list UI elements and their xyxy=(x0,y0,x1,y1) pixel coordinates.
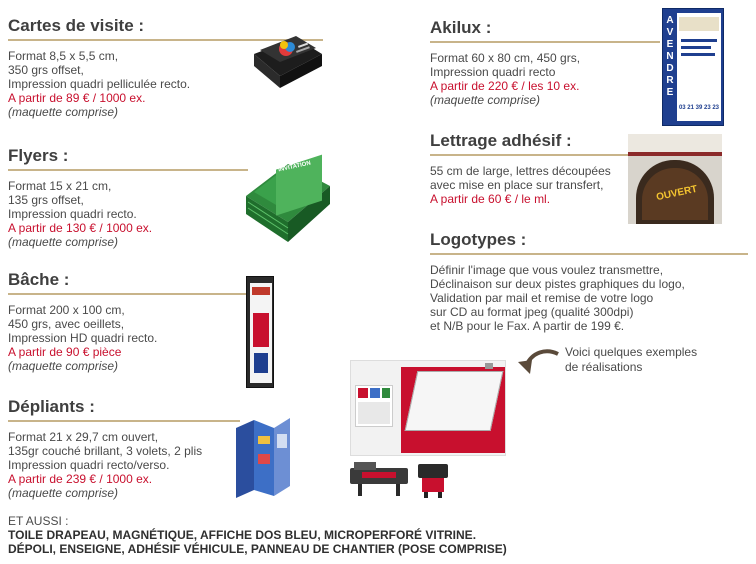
leaflet-image xyxy=(234,414,292,500)
section-lettrage xyxy=(430,131,636,206)
business-cards-image xyxy=(250,32,324,94)
bache-line: Impression HD quadri recto. xyxy=(8,331,158,345)
section-flyers xyxy=(8,146,248,249)
akilux-note: (maquette comprise) xyxy=(430,93,541,107)
cartes-price: A partir de 89 € / 1000 ex. xyxy=(8,91,146,105)
bache-line: Format 200 x 100 cm, xyxy=(8,303,125,317)
flyers-image-text: INVITATION xyxy=(277,160,312,174)
examples-line: Voici quelques exemples xyxy=(565,345,698,359)
shopfront-image xyxy=(628,134,722,224)
extra-label: ET AUSSI : xyxy=(8,514,69,528)
section-logotypes xyxy=(430,230,748,333)
flyers-note: (maquette comprise) xyxy=(8,235,119,249)
akilux-line: Impression quadri recto xyxy=(430,65,556,79)
depliants-line: 135gr couché brillant, 3 volets, 2 plis xyxy=(8,444,203,458)
curved-arrow-icon xyxy=(516,348,560,378)
cartes-line: Impression quadri pelliculée recto. xyxy=(8,77,191,91)
flyers-line: 135 grs offset, xyxy=(8,193,84,207)
bache-price: A partir de 90 € pièce xyxy=(8,345,122,359)
bache-title: Bâche : xyxy=(8,270,248,295)
shopfront-ouvert-text: OUVERT xyxy=(655,183,699,204)
flyers-line: Impression quadri recto. xyxy=(8,207,137,221)
extra-line: DÉPOLI, ENSEIGNE, ADHÉSIF VÉHICULE, PANNEAU DE CHANTIER (POSE COMPRISE) xyxy=(8,542,507,556)
logotypes-line: sur CD au format jpeg (qualité 300dpi) xyxy=(430,305,634,319)
flyers-image xyxy=(244,152,332,244)
depliants-price: A partir de 239 € / 1000 ex. xyxy=(8,472,153,486)
printers-image xyxy=(348,458,458,500)
examples-line: de réalisations xyxy=(565,360,643,374)
akilux-title: Akilux : xyxy=(430,18,660,43)
examples-text xyxy=(565,345,697,375)
cartes-line: Format 8,5 x 5,5 cm, xyxy=(8,49,119,63)
logotypes-title: Logotypes : xyxy=(430,230,748,255)
extra-block xyxy=(8,514,507,556)
depliants-line: Format 21 x 29,7 cm ouvert, xyxy=(8,430,159,444)
section-akilux xyxy=(430,18,660,107)
akilux-price: A partir de 220 € / les 10 ex. xyxy=(430,79,580,93)
logotypes-line: Déclinaison sur deux pistes graphiques du logo, xyxy=(430,277,685,291)
akilux-phone: 03 21 39 23 23 xyxy=(678,105,720,111)
cartes-note: (maquette comprise) xyxy=(8,105,119,119)
bache-note: (maquette comprise) xyxy=(8,359,119,373)
flyers-title: Flyers : xyxy=(8,146,248,171)
logotypes-line: Définir l'image que vous voulez transmettre, xyxy=(430,263,664,277)
extra-line: TOILE DRAPEAU, MAGNÉTIQUE, AFFICHE DOS BLEU, MICROPERFORÉ VITRINE. xyxy=(8,528,477,542)
examples-collage-image xyxy=(350,360,506,456)
akilux-line: Format 60 x 80 cm, 450 grs, xyxy=(430,51,581,65)
lettrage-line: 55 cm de large, lettres découpées xyxy=(430,164,611,178)
lettrage-line: avec mise en place sur transfert, xyxy=(430,178,604,192)
lettrage-title: Lettrage adhésif : xyxy=(430,131,636,156)
cartes-line: 350 grs offset, xyxy=(8,63,84,77)
flyers-price: A partir de 130 € / 1000 ex. xyxy=(8,221,153,235)
logotypes-line: Validation par mail et remise de votre logo xyxy=(430,291,654,305)
depliants-title: Dépliants : xyxy=(8,397,240,422)
lettrage-price: A partir de 60 € / le ml. xyxy=(430,192,551,206)
logotypes-line: et N/B pour le Fax. A partir de 199 €. xyxy=(430,319,625,333)
section-bache xyxy=(8,270,248,373)
cartes-title: Cartes de visite : xyxy=(8,16,323,41)
flyers-line: Format 15 x 21 cm, xyxy=(8,179,112,193)
depliants-line: Impression quadri recto/verso. xyxy=(8,458,170,472)
depliants-note: (maquette comprise) xyxy=(8,486,119,500)
section-depliants xyxy=(8,397,240,500)
akilux-sign-image xyxy=(662,8,724,126)
bache-line: 450 grs, avec oeillets, xyxy=(8,317,125,331)
akilux-side-text: A VENDRE xyxy=(666,15,674,98)
banner-image xyxy=(246,276,274,388)
